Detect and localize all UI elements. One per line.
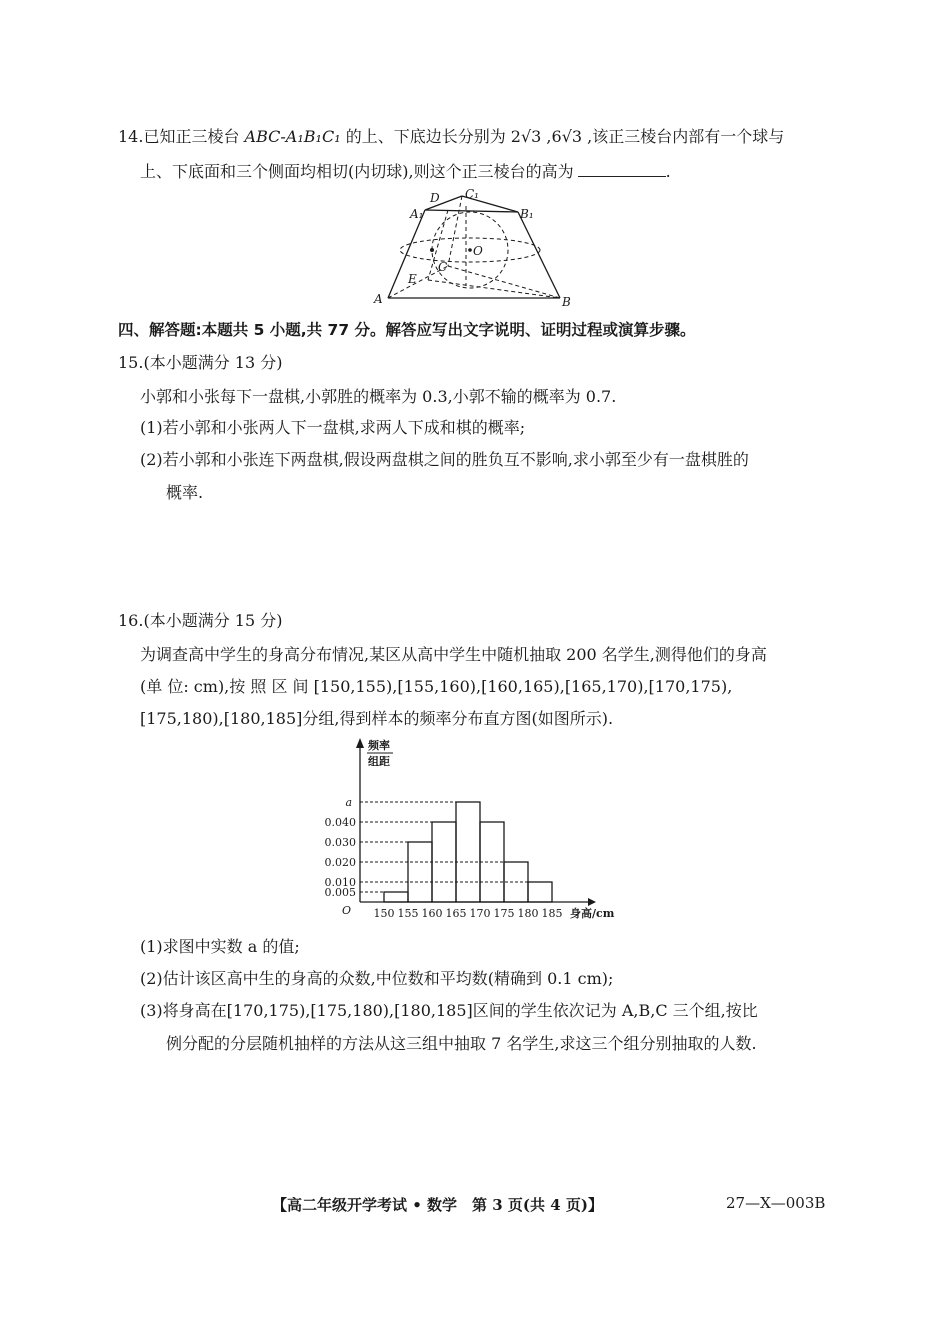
x-tick-label-2: 160 [421,907,443,920]
label-C: C [438,260,448,274]
q16-part1: (1)求图中实数 a 的值; [140,937,300,956]
label-O: O [473,244,483,258]
section-4-heading: 四、解答题:本题共 5 小题,共 77 分。解答应写出文字说明、证明过程或演算步骤。 [118,321,696,339]
y-label-top: 频率 [368,739,390,752]
histogram-bar-1 [408,842,432,902]
x-tick-label-3: 165 [445,907,467,920]
label-A1: A₁ [410,207,424,221]
x-tick-label-6: 180 [517,907,539,920]
footer-code: 27—X—003B [726,1194,826,1212]
histogram-bar-0 [384,892,408,902]
q14-line1: 14.已知正三棱台 ABC-A₁B₁C₁ 的上、下底边长分别为 2√3 ,6√3 ,该正三棱台内部有一个球与 [118,127,785,146]
q16-stem-2: (单 位: cm),按 照 区 间 [150,155),[155,160),[160,165),[165,170),[170,175), [140,677,733,696]
q16-part3-cont: 例分配的分层随机抽样的方法从这三组中抽取 7 名学生,求这三个组分别抽取的人数. [166,1034,757,1053]
label-A: A [374,292,383,306]
y-tick-label-3: 0.020 [324,856,356,869]
histogram-bar-3 [456,802,480,902]
x-tick-label-0: 150 [373,907,395,920]
y-tick-label-0: a [345,796,352,809]
q15-stem: 小郭和小张每下一盘棋,小郭胜的概率为 0.3,小郭不输的概率为 0.7. [140,387,617,406]
label-B1: B₁ [520,207,534,221]
q14-answer-blank [578,158,666,177]
q16-part2: (2)估计该区高中生的身高的众数,中位数和平均数(精确到 0.1 cm); [140,969,614,988]
x-axis-label: 身高/cm [570,907,615,920]
q14-frustum-name: ABC-A₁B₁C₁ [244,127,341,146]
q16-stem-3: [175,180),[180,185]分组,得到样本的频率分布直方图(如图所示). [140,709,614,728]
x-axis-arrow [588,898,596,906]
y-tick-label-5: 0.005 [324,886,356,899]
q16-head: 16.(本小题满分 15 分) [118,611,283,630]
q14-line2: 上、下底面和三个侧面均相切(内切球),则这个正三棱台的高为 . [140,157,671,187]
frustum-figure [370,188,590,312]
y-tick-label-1: 0.040 [324,816,356,829]
q16-part3: (3)将身高在[170,175),[175,180),[180,185]区间的学生依次记为 A,B,C 三个组,按比 [140,1001,758,1020]
q15-part2-cont: 概率. [166,483,204,502]
footer-title: 【高二年级开学考试 • 数学 第 3 页(共 4 页)】 [272,1196,603,1214]
label-E: E [408,272,417,286]
y-axis-arrow [356,738,364,748]
label-D: D [430,191,440,205]
q15-part1: (1)若小郭和小张两人下一盘棋,求两人下成和棋的概率; [140,418,526,437]
height-histogram [318,732,638,924]
origin-label: O [342,904,352,917]
q16-stem-1: 为调查高中学生的身高分布情况,某区从高中学生中随机抽取 200 名学生,测得他们的身高 [140,645,767,664]
x-tick-label-7: 185 [541,907,563,920]
y-tick-label-2: 0.030 [324,836,356,849]
label-B: B [562,295,571,309]
q15-part2: (2)若小郭和小张连下两盘棋,假设两盘棋之间的胜负互不影响,求小郭至少有一盘棋胜的 [140,450,749,469]
label-C1: C₁ [465,188,479,201]
x-tick-label-4: 170 [469,907,491,920]
y-tick-label-4: 0.010 [324,876,356,889]
x-tick-label-5: 175 [493,907,515,920]
histogram-bar-6 [528,882,552,902]
q15-head: 15.(本小题满分 13 分) [118,353,283,372]
y-label-bottom: 组距 [368,755,390,768]
x-tick-label-1: 155 [397,907,419,920]
